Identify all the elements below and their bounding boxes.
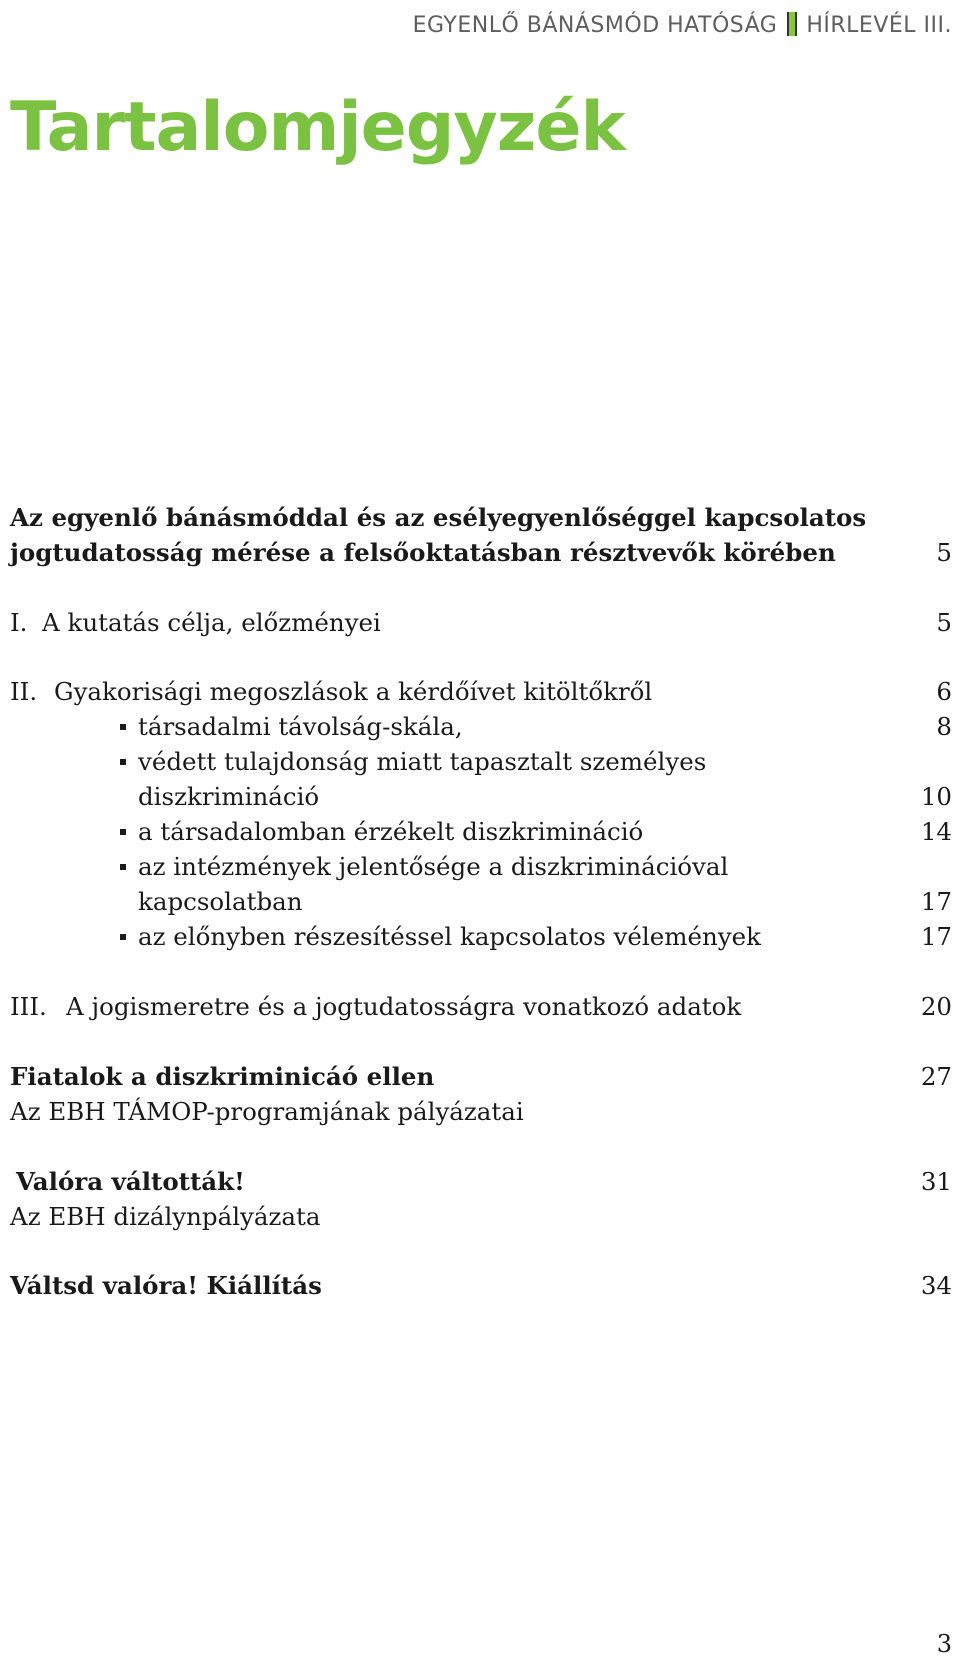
toc-entry-main3-subtitle: Az EBH dizálynpályázata	[10, 1202, 321, 1231]
toc-page-number: 17	[920, 922, 952, 951]
bullet-icon	[120, 759, 126, 765]
toc-page-number: 5	[936, 608, 952, 637]
header-separator	[787, 12, 797, 36]
bullet-icon	[120, 864, 126, 870]
section-number: I.	[10, 608, 28, 637]
toc-subentry-4-line1: az intézmények jelentősége a diszkriminációval	[10, 849, 952, 885]
toc-entry-main4-title: Váltsd valóra! Kiállítás 34	[10, 1268, 952, 1304]
toc-entry-section-3: III. A jogismeretre és a jogtudatosságra vonatkozó adatok 20	[10, 989, 952, 1025]
toc-entry-main2-title: Fiatalok a diszkriminicáó ellen 27	[10, 1059, 952, 1095]
toc-page-number: 14	[920, 817, 952, 846]
header-issue: HÍRLEVÉL III.	[806, 13, 952, 38]
bullet-icon	[120, 829, 126, 835]
toc-subentry-2-line2: diszkrimináció 10	[10, 779, 952, 815]
section-number: II.	[10, 677, 38, 706]
toc-page-number: 10	[920, 782, 952, 811]
toc-page-number: 5	[936, 538, 952, 567]
toc-entry-section-2: II. Gyakorisági megoszlások a kérdőívet kitöltőkről 6	[10, 674, 952, 710]
toc-entry-section-1: I. A kutatás célja, előzményei 5	[10, 605, 952, 641]
toc-page-number: 6	[936, 677, 952, 706]
toc-subentry-4-line2: kapcsolatban 17	[10, 884, 952, 920]
toc-entry-main2-subtitle: Az EBH TÁMOP-programjának pályázatai	[10, 1097, 524, 1126]
toc-entry-main1-line2: jogtudatosság mérése a felsőoktatásban résztvevők körében 5	[10, 535, 952, 571]
toc-subentry-2-line1: védett tulajdonság miatt tapasztalt személyes	[10, 744, 952, 780]
toc-page-number: 34	[920, 1271, 952, 1300]
toc-page-number: 27	[920, 1062, 952, 1091]
toc-page-number: 31	[920, 1167, 952, 1196]
toc-subentry-1: társadalmi távolság-skála, 8	[10, 709, 952, 745]
section-number: III.	[10, 992, 47, 1021]
bullet-icon	[120, 724, 126, 730]
bullet-icon	[120, 934, 126, 940]
toc-entry-main3-title: Valóra váltották! 31	[10, 1164, 952, 1200]
page-number: 3	[936, 1630, 952, 1658]
toc-subentry-5: az előnyben részesítéssel kapcsolatos vélemények 17	[10, 919, 952, 955]
toc-entry-main1-line1: Az egyenlő bánásmóddal és az esélyegyenlőséggel kapcsolatos	[10, 503, 867, 532]
page-title: Tartalomjegyzék	[10, 88, 625, 167]
header-org: EGYENLŐ BÁNÁSMÓD HATÓSÁG	[412, 13, 778, 38]
toc-subentry-3: a társadalomban érzékelt diszkrimináció 14	[10, 814, 952, 850]
toc-page-number: 8	[936, 712, 952, 741]
toc-page-number: 17	[920, 887, 952, 916]
running-header	[413, 12, 952, 38]
toc-page-number: 20	[920, 992, 952, 1021]
